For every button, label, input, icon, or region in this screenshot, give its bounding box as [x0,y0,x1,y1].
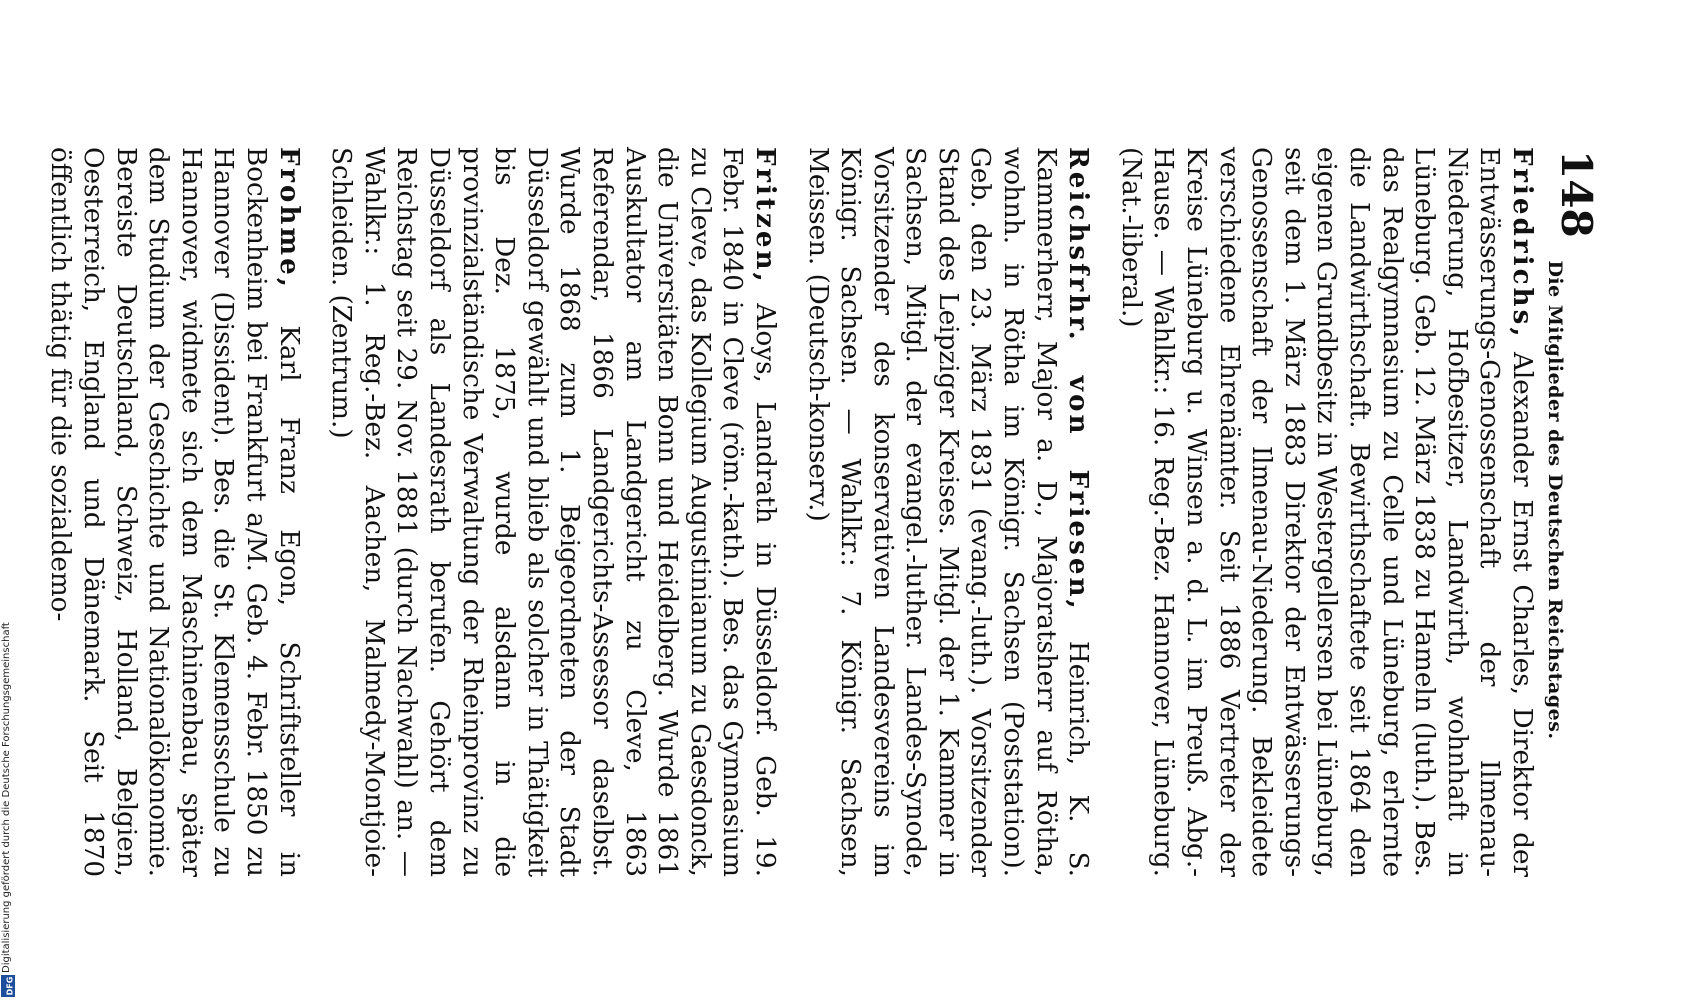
entry-text: Karl Franz Egon, Schriftsteller in Bockenheim bei Frankfurt a/M. Geb. 4. Febr. 1850 zu Hannover (Dissident). Bes. die St. Klemensschule zu Hannover, widmete sich dem Maschinenbau, später dem Studium der Geschichte und Nationalökonomie. Bereiste Deutschland, Schweiz, Holland, Belgien, Oesterreich, England und Dänemark. Seit 1870 öffentlich thätig für die sozialdemo- [45,147,304,878]
entry-name: Fritzen, [749,147,781,285]
entry-frohme [44,147,305,877]
entry-friesen [801,147,1094,877]
dfg-logo [1,975,15,997]
body-text [24,147,1538,877]
entry-name: Frohme, [273,147,305,290]
entry-name: Reichsfrhr. von Friesen, [1063,147,1095,612]
entry-friedrichs [1114,147,1538,877]
page-number: 148 [1552,150,1601,238]
digitization-credit [0,593,16,993]
entry-text: Aloys, Landrath in Düsseldorf. Geb. 19. Febr. 1840 in Cleve (röm.-kath.). Bes. das Gymnasium zu Cleve, das Kollegium Augustinianum zu Gaesdonck, die Universitäten Bonn und Heidelberg. Wurde 1861 Auskultator am Landgericht zu Cleve, 1863 Referendar, 1866 Landgerichts-Assessor daselbst. Wurde 1868 zum 1. Beigeordneten der Stadt Düsseldorf gewählt und blieb als solcher in Thätigkeit bis Dez. 1875, wurde alsdann in die provinzialständische Verwaltung der Rheinprovinz zu Düsseldorf als Landesrath berufen. Gehört dem Reichstag seit 29. Nov. 1881 (durch Nachwahl) an. — Wahlkr.: 1. Reg.-Bez. Aachen, Malmedy-Montjoie-Schleiden. (Zentrum.) [326,147,780,877]
entry-text: Heinrich, K. S. Kammerherr, Major a. D., Majoratsherr auf Rötha, wohnh. in Rötha im Königr. Sachsen (Poststation). Geb. den 23. März 1831 (evang.-luth.). Vorsitzender Stand des Leipziger Kreises. Mitgl. der 1. Kammer in Sachsen, Mitgl. der evangel.-luther. Landes-Synode, Vorsitzender des konservativen Landesvereins im Königr. Sachsen. — Wahlkr.: 7. Königr. Sachsen, Meissen. (Deutsch-konserv.) [802,147,1094,877]
digitization-note: Digitalisierung gefördert durch die Deutsche Forschungsgemeinschaft [1,622,12,973]
running-head: Die Mitglieder des Deutschen Reichstages. [1544,260,1566,740]
entry-text: Alexander Ernst Charles, Direktor der Entwässerungs-Genossenschaft der Ilmenau-Niederung, Hofbesitzer, Landwirth, wohnhaft in Lüneburg. Geb. 12. März 1838 zu Hameln (luth.). Bes. das Realgymnasium zu Celle und Lüneburg, erlernte die Landwirthschaft. Bewirthschaftete seit 1864 den eigenen Grundbesitz in Westergellersen bei Lüneburg, seit dem 1. März 1883 Direktor der Entwässerungs-Genossenschaft der Ilmenau-Niederung. Bekleidete verschiedene Ehrenämter. Seit 1886 Vertreter der Kreise Lüneburg u. Winsen a. d. L. im Preuß. Abg.-Hause. — Wahlkr.: 16. Reg.-Bez. Hannover, Lüneburg. (Nat.-liberal.) [1115,147,1537,878]
dfg-logo-text: DFG [5,976,15,996]
entry-name: Friedrichs, [1507,147,1538,340]
entry-fritzen [325,147,781,877]
